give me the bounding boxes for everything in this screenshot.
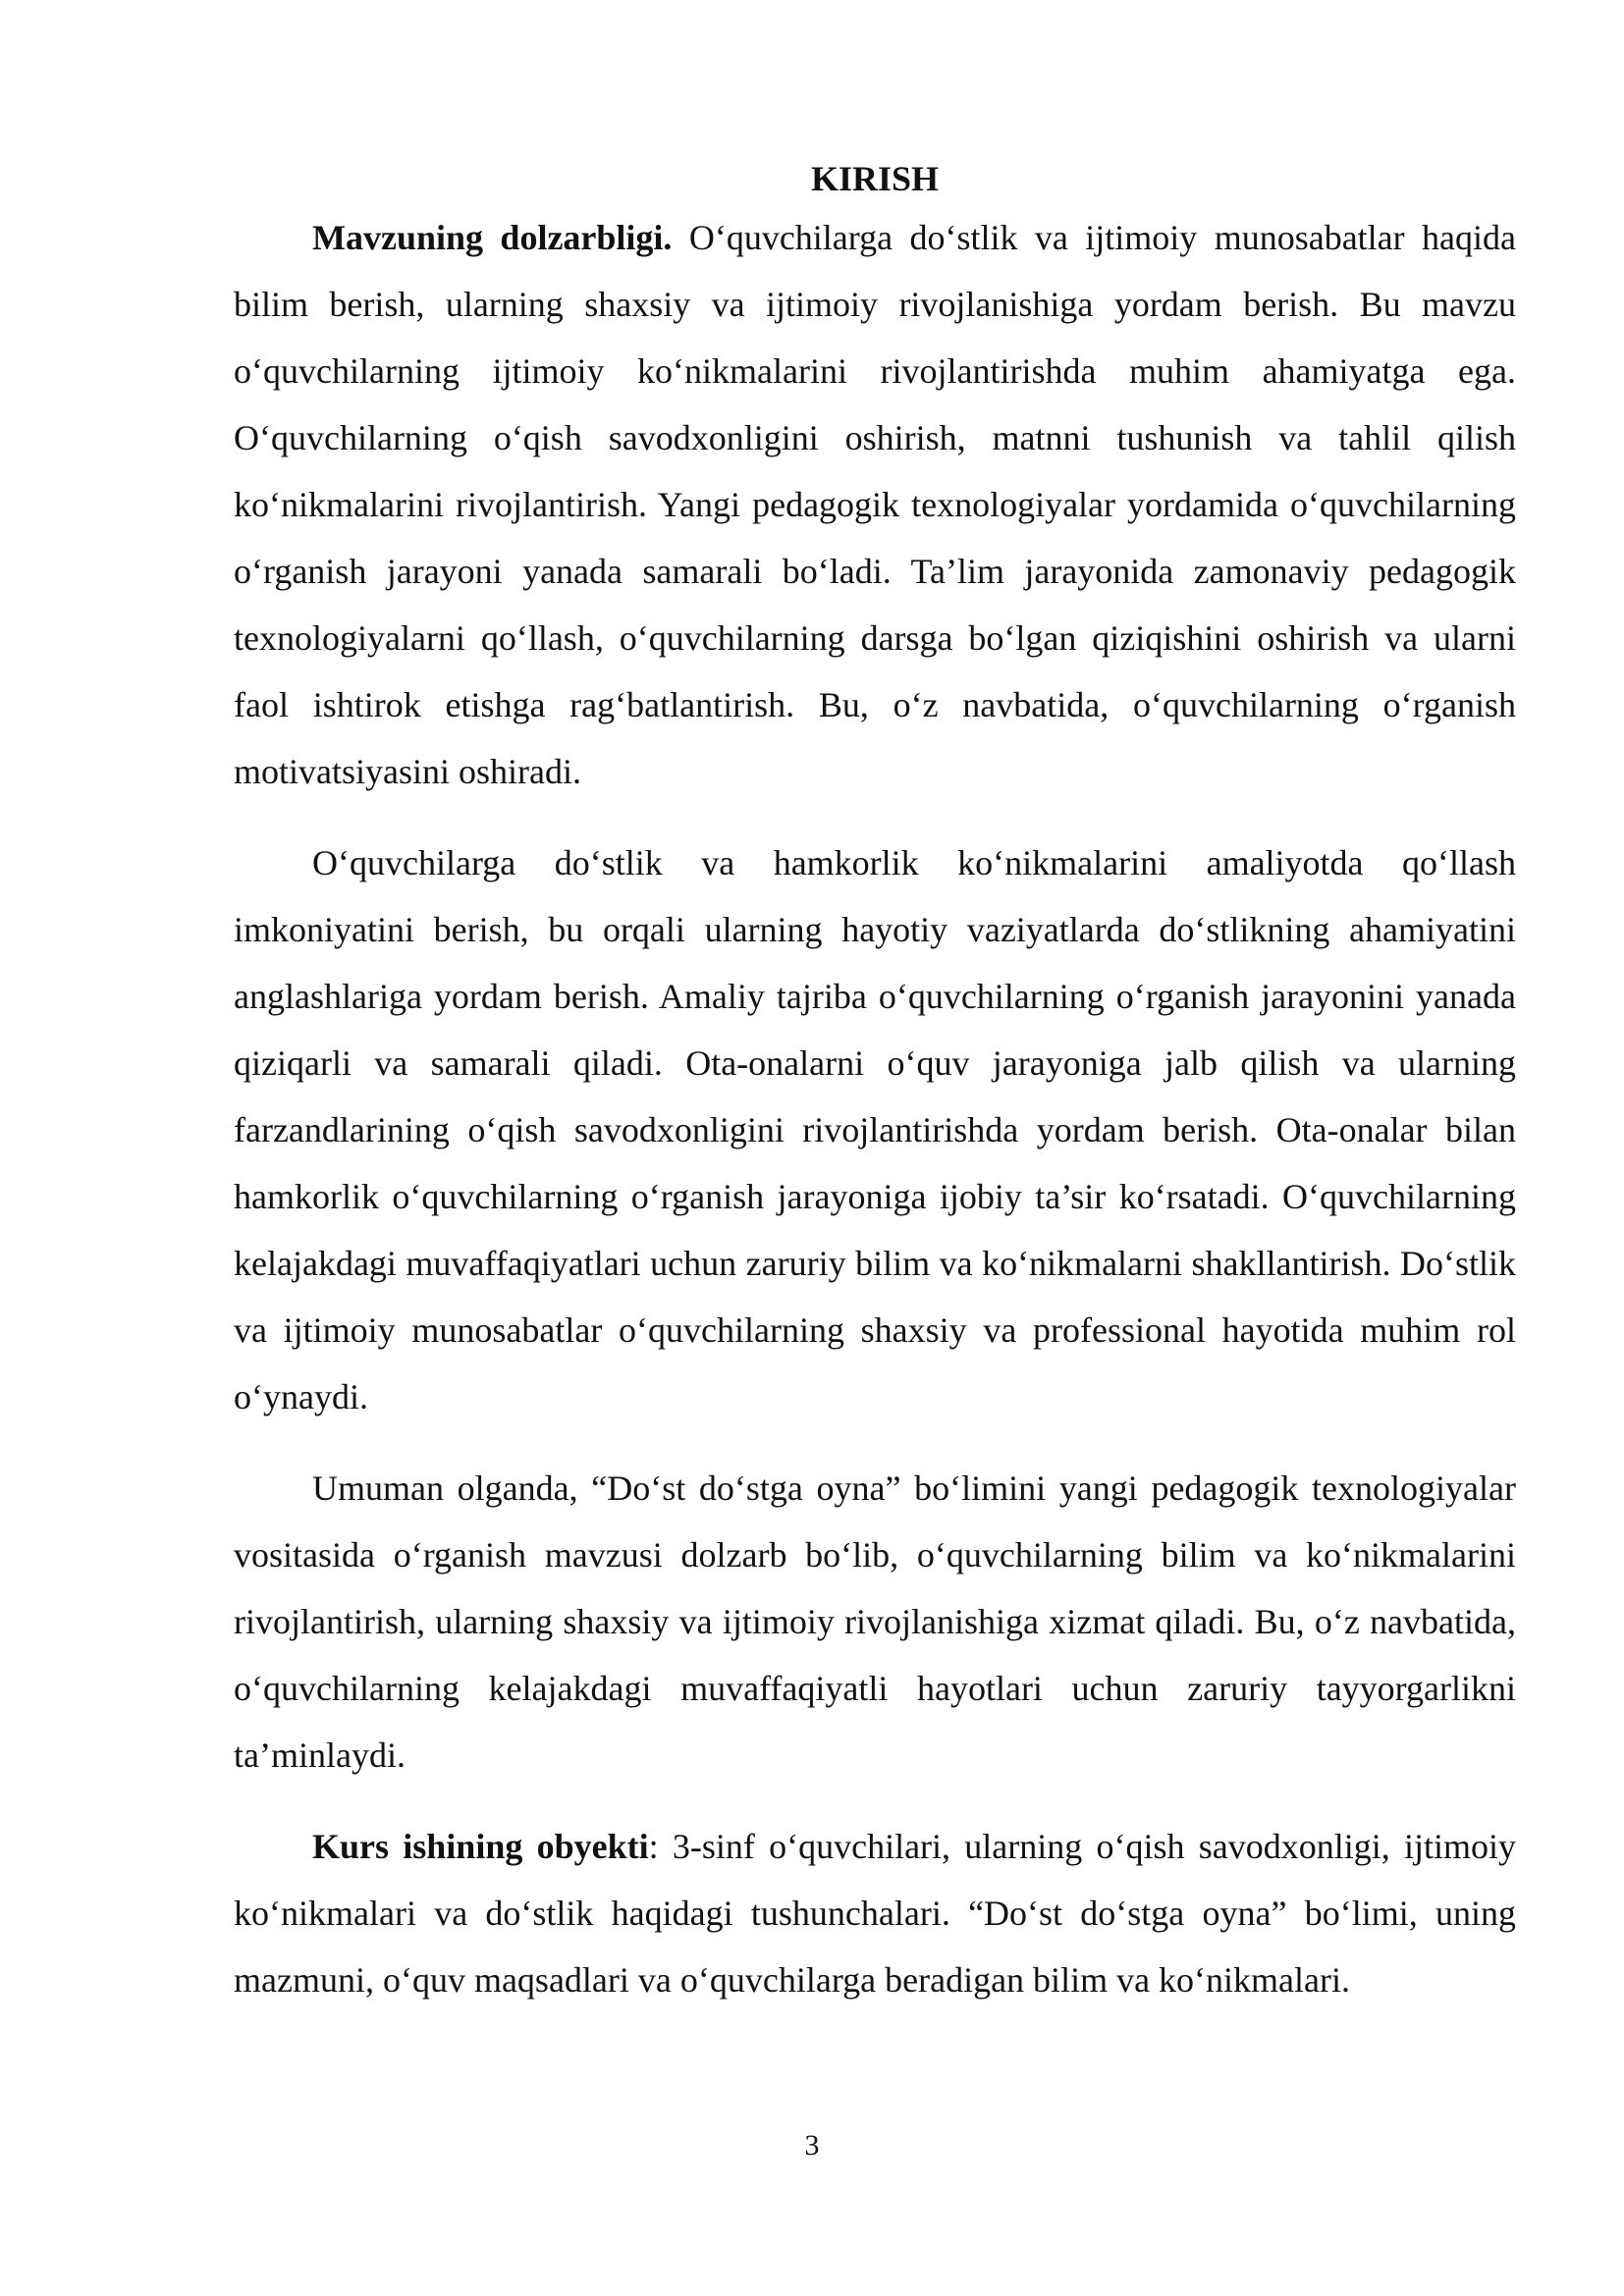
page-number: 3 [804,2129,820,2162]
paragraph-object [234,1813,1516,2013]
paragraph-text-cooperation: O‘quvchilarga do‘stlik va hamkorlik ko‘nikmalarini amaliyotda qo‘llash imkoniyatini berish, bu orqali ularning hayotiy vaziyatlarda do‘stlikning ahamiyatini anglashlariga yordam berish. Amaliy tajriba o‘quvchilarning o‘rganish jarayonini yanada qiziqarli va samarali qiladi. Ota-onalarni o‘quv jarayoniga jalb qilish va ularning farzandlarining o‘qish savodxonligini rivojlantirishda yordam berish. Ota-onalar bilan hamkorlik o‘quvchilarning o‘rganish jarayoniga ijobiy ta’sir ko‘rsatadi. O‘quvchilarning kelajakdagi muvaffaqiyatlari uchun zaruriy bilim va ko‘nikmalarni shakllantirish. Do‘stlik va ijtimoiy munosabatlar o‘quvchilarning shaxsiy va professional hayotida muhim rol o‘ynaydi. [234,843,1516,1416]
paragraph-lead-object: Kurs ishining obyekti [312,1827,649,1866]
paragraph-relevance [234,204,1516,805]
page-content [234,153,1516,2013]
paragraph-lead-relevance: Mavzuning dolzarbligi. [312,218,673,257]
paragraph-text-object: : 3-sinf o‘quvchilari, ularning o‘qish savodxonligi, ijtimoiy ko‘nikmalari va do‘stlik haqidagi tushunchalari. “Do‘st do‘stga oyna” bo‘limi, uning mazmuni, o‘quv maqsadlari va o‘quvchilarga beradigan bilim va ko‘nikmalari. [234,1827,1517,2000]
paragraph-text-summary: Umuman olganda, “Do‘st do‘stga oyna” bo‘limini yangi pedagogik texnologiyalar vositasida o‘rganish mavzusi dolzarb bo‘lib, o‘quvchilarning bilim va ko‘nikmalarini rivojlantirish, ularning shaxsiy va ijtimoiy rivojlanishiga xizmat qiladi. Bu, o‘z navbatida, o‘quvchilarning kelajakdagi muvaffaqiyatli hayotlari uchun zaruriy tayyorgarlikni ta’minlaydi. [234,1468,1516,1775]
paragraph-cooperation [234,829,1516,1430]
section-heading: KIRISH [810,159,940,198]
paragraph-summary [234,1455,1516,1789]
paragraph-text-relevance: O‘quvchilarga do‘stlik va ijtimoiy munosabatlar haqida bilim berish, ularning shaxsiy va ijtimoiy rivojlanishiga yordam berish. Bu mavzu o‘quvchilarning ijtimoiy ko‘nikmalarini rivojlantirishda muhim ahamiyatga ega. O‘quvchilarning o‘qish savodxonligini oshirish, matnni tushunish va tahlil qilish ko‘nikmalarini rivojlantirish. Yangi pedagogik texnologiyalar yordamida o‘quvchilarning o‘rganish jarayoni yanada samarali bo‘ladi. Ta’lim jarayonida zamonaviy pedagogik texnologiyalarni qo‘llash, o‘quvchilarning darsga bo‘lgan qiziqishini oshirish va ularni faol ishtirok etishga rag‘batlantirish. Bu, o‘z navbatida, o‘quvchilarning o‘rganish motivatsiyasini oshiradi. [234,218,1517,791]
